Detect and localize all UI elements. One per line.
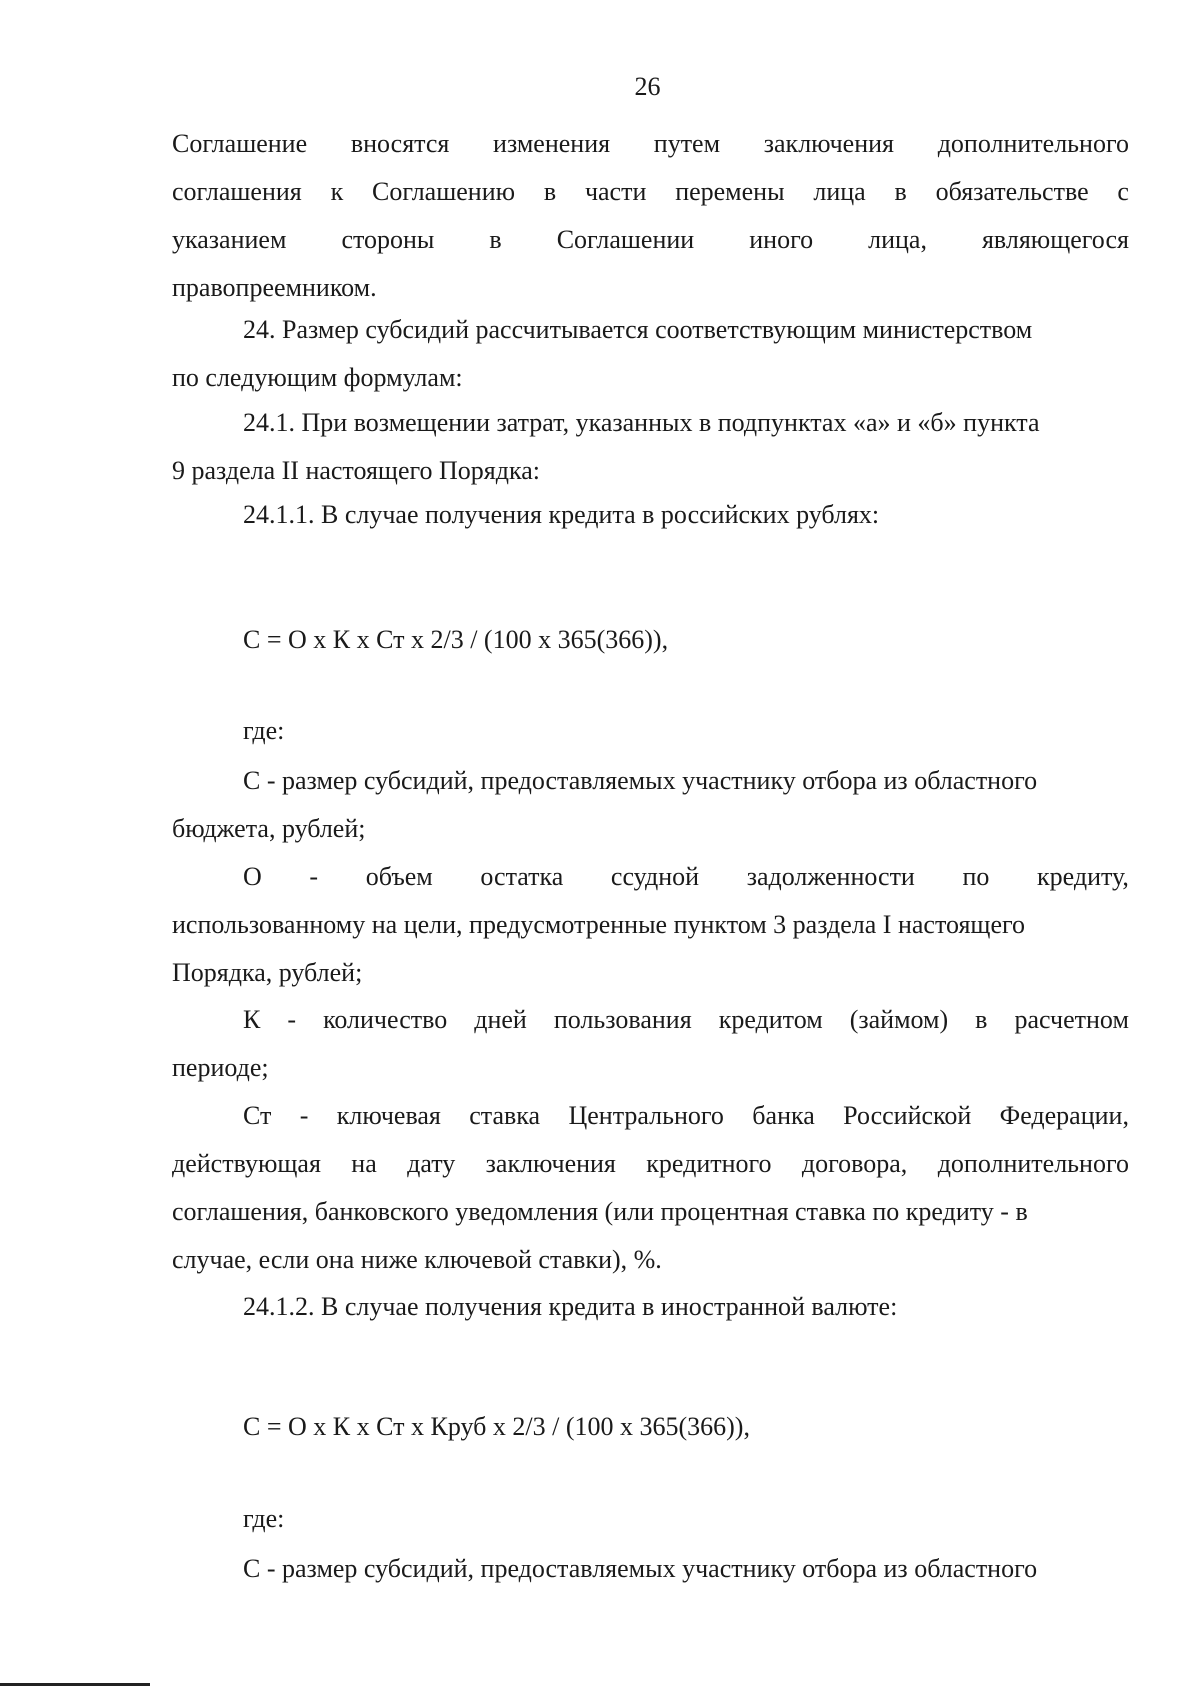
word: (займом) (849, 1005, 949, 1034)
word: на (351, 1149, 377, 1178)
text-line: использованному на цели, предусмотренные пунктом 3 раздела I настоящего (172, 910, 1026, 939)
word: Соглашение (172, 129, 308, 158)
word: перемены (675, 177, 785, 206)
where-label: где: (243, 716, 285, 745)
word: Ст (243, 1101, 272, 1130)
word: задолженности (746, 862, 915, 891)
word: лица, (868, 225, 927, 254)
line-justified (172, 120, 1129, 168)
text-line: 24.1. При возмещении затрат, указанных в подпунктах «а» и «б» пункта (243, 408, 1040, 437)
word: заключения (763, 129, 895, 158)
word: К (243, 1005, 261, 1034)
text-line: Порядка, рублей; (172, 958, 363, 987)
text-line: соглашения, банковского уведомления (или процентная ставка по кредиту - в (172, 1197, 1028, 1226)
formula-rubles: С = О x К x Ст x 2/3 / (100 x 365(366)), (243, 625, 669, 654)
text-line: по следующим формулам: (172, 363, 463, 392)
word: обязательстве (935, 177, 1089, 206)
definition-k (172, 996, 1129, 1092)
word: количество (323, 1005, 448, 1034)
paragraph-agreement-changes (172, 120, 1129, 312)
word: изменения (493, 129, 611, 158)
word: части (584, 177, 647, 206)
word: О (243, 862, 262, 891)
word: ссудной (610, 862, 700, 891)
word: в (489, 225, 502, 254)
word: иного (749, 225, 814, 254)
definition-c-2 (172, 1545, 1129, 1593)
word: остатка (480, 862, 564, 891)
line-justified (172, 996, 1129, 1044)
word: кредитного (646, 1149, 772, 1178)
paragraph-24-1-1 (172, 491, 1129, 539)
formula-foreign-currency: С = О x К x Ст x Круб x 2/3 / (100 x 365(366)), (243, 1412, 750, 1441)
word: договора, (801, 1149, 908, 1178)
where-label: где: (243, 1504, 285, 1533)
text-line: правопреемником. (172, 273, 377, 302)
word: в (543, 177, 557, 206)
line-justified (172, 168, 1129, 216)
definition-c (172, 757, 1129, 853)
word: Центрального (568, 1101, 724, 1130)
definition-o (172, 853, 1129, 997)
word: вносятся (350, 129, 450, 158)
word: действующая (172, 1149, 321, 1178)
word: являющегося (981, 225, 1129, 254)
word: в (975, 1005, 988, 1034)
scan-edge-mark (0, 1683, 150, 1686)
word: по (962, 862, 990, 891)
text-line: 9 раздела II настоящего Порядка: (172, 456, 540, 485)
paragraph-24-1-2 (172, 1283, 1129, 1331)
word: объем (365, 862, 433, 891)
text-line: С - размер субсидий, предоставляемых участнику отбора из областного (243, 766, 1038, 795)
text-line: 24. Размер субсидий рассчитывается соответствующим министерством (243, 315, 1033, 344)
word: стороны (341, 225, 435, 254)
word: соглашения (172, 177, 302, 206)
word: дней (474, 1005, 527, 1034)
definition-st (172, 1092, 1129, 1284)
word: - (299, 1101, 309, 1130)
word: дату (407, 1149, 456, 1178)
word: дополнительного (937, 1149, 1129, 1178)
word: Соглашению (372, 177, 516, 206)
word: ставка (469, 1101, 541, 1130)
line-justified (172, 1140, 1129, 1188)
text-line: случае, если она ниже ключевой ставки), %. (172, 1245, 662, 1274)
word: указанием (172, 225, 287, 254)
line-justified (172, 853, 1129, 901)
page-number: 26 (634, 72, 661, 101)
word: банка (752, 1101, 815, 1130)
word: лица (813, 177, 866, 206)
line-justified (172, 1092, 1129, 1140)
word: заключения (485, 1149, 616, 1178)
line-justified (172, 216, 1129, 264)
word: расчетном (1014, 1005, 1129, 1034)
word: в (894, 177, 907, 206)
word: Соглашении (556, 225, 695, 254)
word: - (287, 1005, 297, 1034)
word: Российской (843, 1101, 972, 1130)
text-line: 24.1.1. В случае получения кредита в российских рублях: (243, 500, 880, 529)
paragraph-24 (172, 306, 1129, 402)
text-line: бюджета, рублей; (172, 814, 366, 843)
text-line: периоде; (172, 1053, 269, 1082)
paragraph-24-1 (172, 399, 1129, 495)
word: к (330, 177, 344, 206)
word: - (309, 862, 319, 891)
word: путем (653, 129, 721, 158)
word: Федерации, (999, 1101, 1129, 1130)
word: с (1117, 177, 1129, 206)
word: дополнительного (937, 129, 1129, 158)
word: кредитом (718, 1005, 823, 1034)
text-line: 24.1.2. В случае получения кредита в иностранной валюте: (243, 1292, 898, 1321)
text-line: С - размер субсидий, предоставляемых участнику отбора из областного (243, 1554, 1038, 1583)
word: кредиту, (1037, 862, 1129, 891)
word: пользования (553, 1005, 692, 1034)
word: ключевая (336, 1101, 441, 1130)
